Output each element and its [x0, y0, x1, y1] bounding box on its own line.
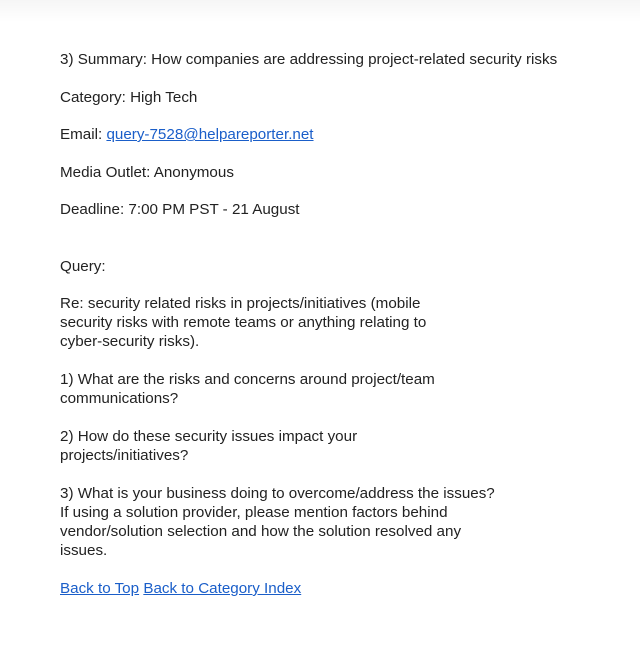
- question-1-line: communications?: [60, 390, 179, 407]
- query-intro-line: cyber-security risks).: [60, 333, 200, 350]
- footer-links: [60, 579, 620, 598]
- question-3-line: If using a solution provider, please mention factors behind: [60, 504, 448, 521]
- email-label: Email:: [60, 126, 103, 143]
- media-outlet-line: [60, 163, 620, 182]
- category-label: Category:: [60, 88, 126, 106]
- summary-text: How companies are addressing project-related security risks: [151, 51, 558, 68]
- summary-label: 3) Summary:: [60, 51, 147, 68]
- query-heading: Query:: [60, 257, 106, 275]
- question-2-line: 2) How do these security issues impact your: [60, 428, 358, 445]
- question-3-line: issues.: [60, 542, 108, 559]
- media-outlet-value: Anonymous: [153, 163, 234, 181]
- media-outlet-label: Media Outlet:: [60, 163, 151, 181]
- question-3: [60, 484, 530, 560]
- question-3-line: 3) What is your business doing to overcome/address the issues?: [60, 485, 495, 502]
- category-line: [60, 88, 620, 107]
- deadline-label: Deadline:: [60, 201, 125, 218]
- deadline-line: [60, 200, 620, 219]
- back-to-category-index-link[interactable]: Back to Category Index: [143, 580, 302, 597]
- top-shade: [0, 0, 640, 22]
- query-entry: [60, 50, 620, 598]
- question-1-line: 1) What are the risks and concerns around project/team: [60, 371, 435, 388]
- email-link[interactable]: query-7528@helpareporter.net: [106, 126, 314, 143]
- query-intro-line: security risks with remote teams or anything relating to: [60, 314, 427, 331]
- spacer: [60, 238, 620, 257]
- query-intro-line: Re: security related risks in projects/initiatives (mobile: [60, 295, 421, 312]
- category-value: High Tech: [130, 88, 198, 106]
- question-1: [60, 370, 530, 408]
- back-to-top-link[interactable]: Back to Top: [60, 580, 140, 597]
- question-2: [60, 427, 530, 465]
- email-line: [60, 125, 620, 144]
- question-2-line: projects/initiatives?: [60, 447, 189, 464]
- summary-line: [60, 50, 620, 69]
- query-intro: [60, 294, 530, 351]
- deadline-value: 7:00 PM PST - 21 August: [128, 201, 300, 218]
- question-3-line: vendor/solution selection and how the solution resolved any: [60, 523, 462, 540]
